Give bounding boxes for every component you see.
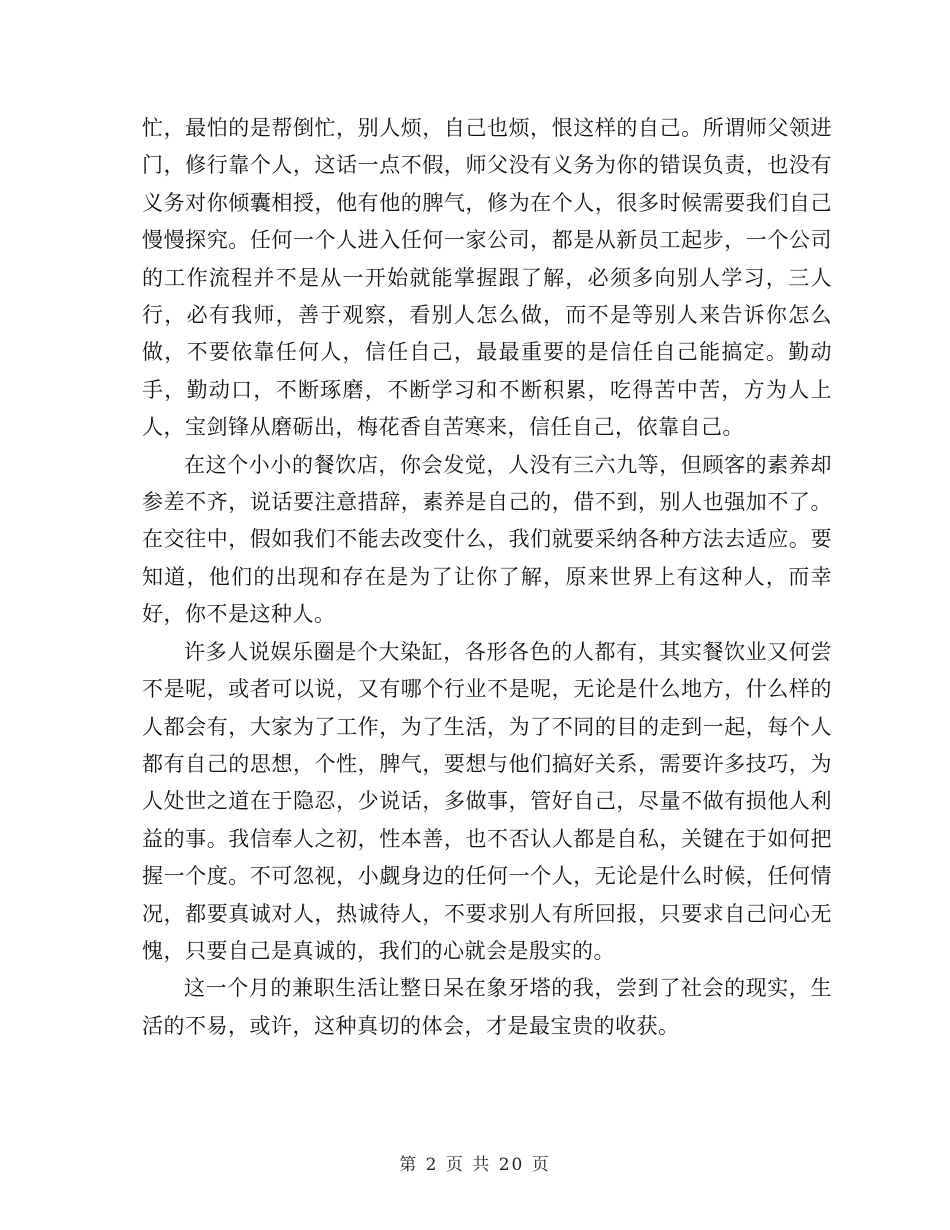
document-body (142, 110, 832, 1045)
paragraph-3: 许多人说娱乐圈是个大染缸，各形各色的人都有，其实餐饮业又何尝不是呢，或者可以说，又有哪个行业不是呢，无论是什么地方，什么样的人都会有，大家为了工作，为了生活，为了不同的目的走到一起，每个人都有自己的思想，个性，脾气，要想与他们搞好关系，需要许多技巧，为人处世之道在于隐忍，少说话，多做事，管好自己，尽量不做有损他人利益的事。我信奉人之初，性本善，也不否认人都是自私，关键在于如何把握一个度。不可忽视，小觑身边的任何一个人，无论是什么时候，任何情况，都要真诚对人，热诚待人，不要求别人有所回报，只要求自己问心无愧，只要自己是真诚的，我们的心就会是殷实的。 (142, 639, 832, 963)
paragraph-1: 忙，最怕的是帮倒忙，别人烦，自己也烦，恨这样的自己。所谓师父领进门，修行靠个人，这话一点不假，师父没有义务为你的错误负责，也没有义务对你倾囊相授，他有他的脾气，修为在个人，很多时候需要我们自己慢慢探究。任何一个人进入任何一家公司，都是从新员工起步，一个公司的工作流程并不是从一开始就能掌握跟了解，必须多向别人学习，三人行，必有我师，善于观察，看别人怎么做，而不是等别人来告诉你怎么做，不要依靠任何人，信任自己，最最重要的是信任自己能搞定。勤动手，勤动口，不断琢磨，不断学习和不断积累，吃得苦中苦，方为人上人，宝剑锋从磨砺出，梅花香自苦寒来，信任自己，依靠自己。 (142, 116, 832, 440)
paragraph-4: 这一个月的兼职生活让整日呆在象牙塔的我，尝到了社会的现实，生活的不易，或许，这种真切的体会，才是最宝贵的收获。 (142, 976, 832, 1038)
paragraph-2: 在这个小小的餐饮店，你会发觉，人没有三六九等，但顾客的素养却参差不齐，说话要注意措辞，素养是自己的，借不到，别人也强加不了。在交往中，假如我们不能去改变什么，我们就要采纳各种方法去适应。要知道，他们的出现和存在是为了让你了解，原来世界上有这种人，而幸好，你不是这种人。 (142, 452, 832, 627)
page-number-footer: 第 2 页 共 20 页 (399, 1155, 551, 1175)
